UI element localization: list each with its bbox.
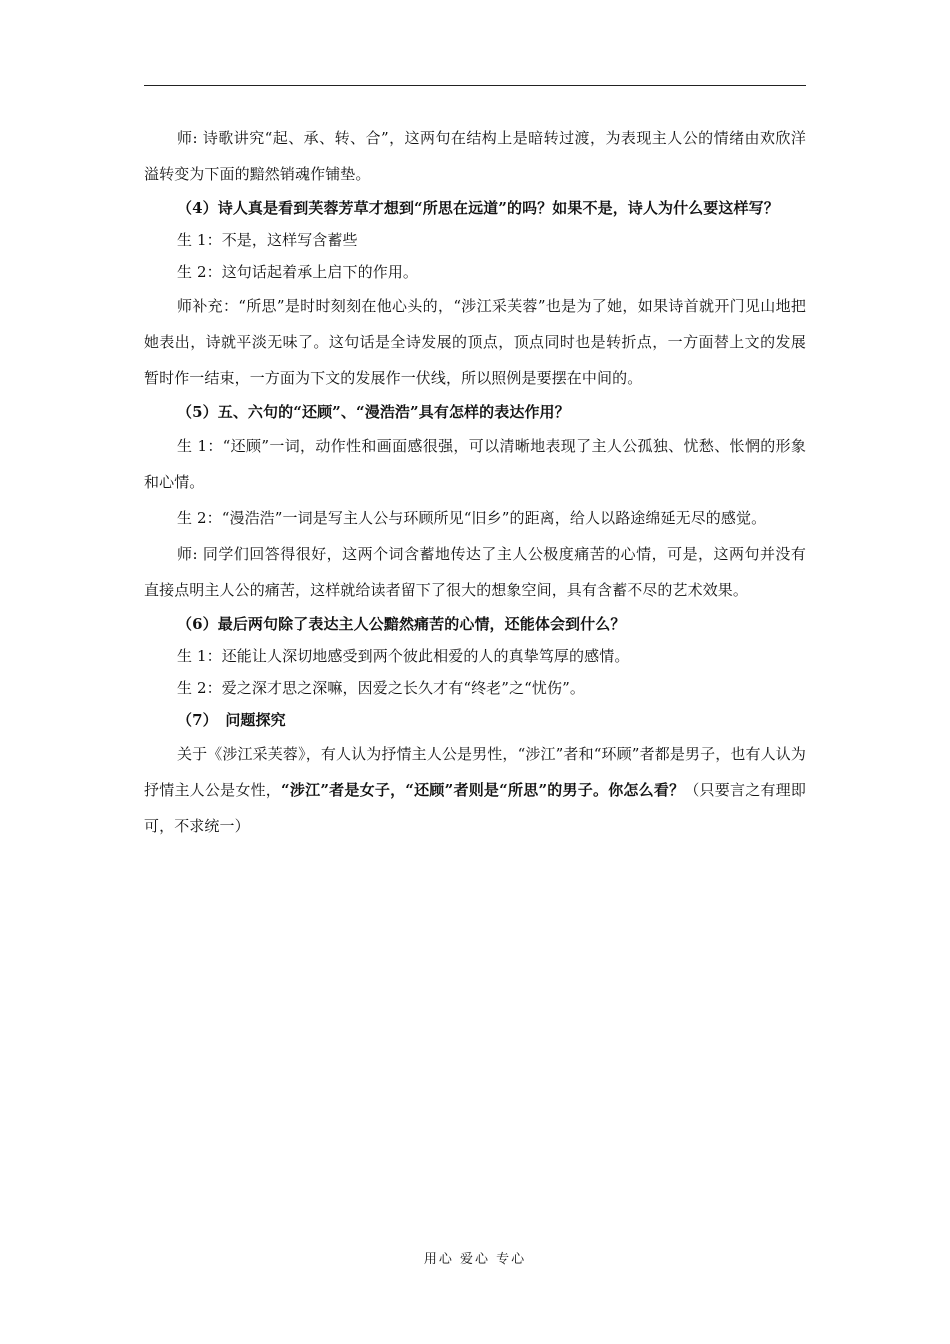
text: 师: 诗歌讲究“起、承、转、合”，这两句在结构上是暗转过渡，为表现主人公的情绪由欢欣洋溢转变为下面的黯然销魂作铺垫。 — [144, 129, 806, 183]
document-body — [144, 120, 806, 844]
paragraph-8 — [144, 500, 806, 536]
paragraph-1 — [144, 120, 806, 192]
text: 生 1：“还顾”一词，动作性和画面感很强，可以清晰地表现了主人公孤独、忧愁、怅惘的形象和心情。 — [144, 437, 806, 491]
paragraph-12 — [144, 672, 806, 704]
text: （5）五、六句的“还顾”、“漫浩浩”具有怎样的表达作用？ — [177, 403, 570, 421]
paragraph-9 — [144, 536, 806, 608]
text: 生 2：这句话起着承上启下的作用。 — [177, 263, 419, 281]
question-4 — [144, 192, 806, 224]
question-6 — [144, 608, 806, 640]
text: 生 1：不是，这样写含蓄些 — [177, 231, 358, 249]
text: （6）最后两句除了表达主人公黯然痛苦的心情，还能体会到什么？ — [177, 615, 626, 633]
paragraph-14 — [144, 736, 806, 844]
text: （只要言之有理即可，不求统一） — [144, 781, 807, 835]
text: （4）诗人真是看到芙蓉芳草才想到“所思在远道”的吗？如果不是，诗人为什么要这样写？ — [177, 199, 779, 217]
text: 师补充：“所思”是时时刻刻在他心头的，“涉江采芙蓉”也是为了她，如果诗首就开门见山地把她表出，诗就平淡无味了。这句话是全诗发展的顶点，顶点同时也是转折点，一方面替上文的发展暂时作一结束，一方面为下文的发展作一伏线，所以照例是要摆在中间的。 — [144, 297, 806, 387]
paragraph-11 — [144, 640, 806, 672]
text: （7） 问题探究 — [177, 711, 286, 729]
question-5 — [144, 396, 806, 428]
paragraph-5 — [144, 288, 806, 396]
page-footer: 用心 爱心 专心 — [423, 1252, 527, 1267]
header-rule — [144, 85, 806, 86]
bold-text: “涉江”者是女子，“还顾”者则是“所思”的男子。你怎么看？ — [281, 781, 685, 799]
text: 生 2：爱之深才思之深嘛，因爱之长久才有“终老”之“忧伤”。 — [177, 679, 585, 697]
paragraph-3 — [144, 224, 806, 256]
text: 生 1：还能让人深切地感受到两个彼此相爱的人的真挚笃厚的感情。 — [177, 647, 630, 665]
text: 关于《涉江采芙蓉》，有人认为抒情主人公是男性，“涉江”者和“环顾”者都是男子，也有人认为抒情主人公是女性， — [144, 745, 806, 799]
text: 师: 同学们回答得很好，这两个词含蓄地传达了主人公极度痛苦的心情，可是，这两句并没有直接点明主人公的痛苦，这样就给读者留下了很大的想象空间，具有含蓄不尽的艺术效果。 — [144, 545, 806, 599]
text: 生 2：“漫浩浩”一词是写主人公与环顾所见“旧乡”的距离，给人以路途绵延无尽的感觉。 — [177, 509, 767, 527]
question-7 — [144, 704, 806, 736]
paragraph-7 — [144, 428, 806, 500]
paragraph-4 — [144, 256, 806, 288]
